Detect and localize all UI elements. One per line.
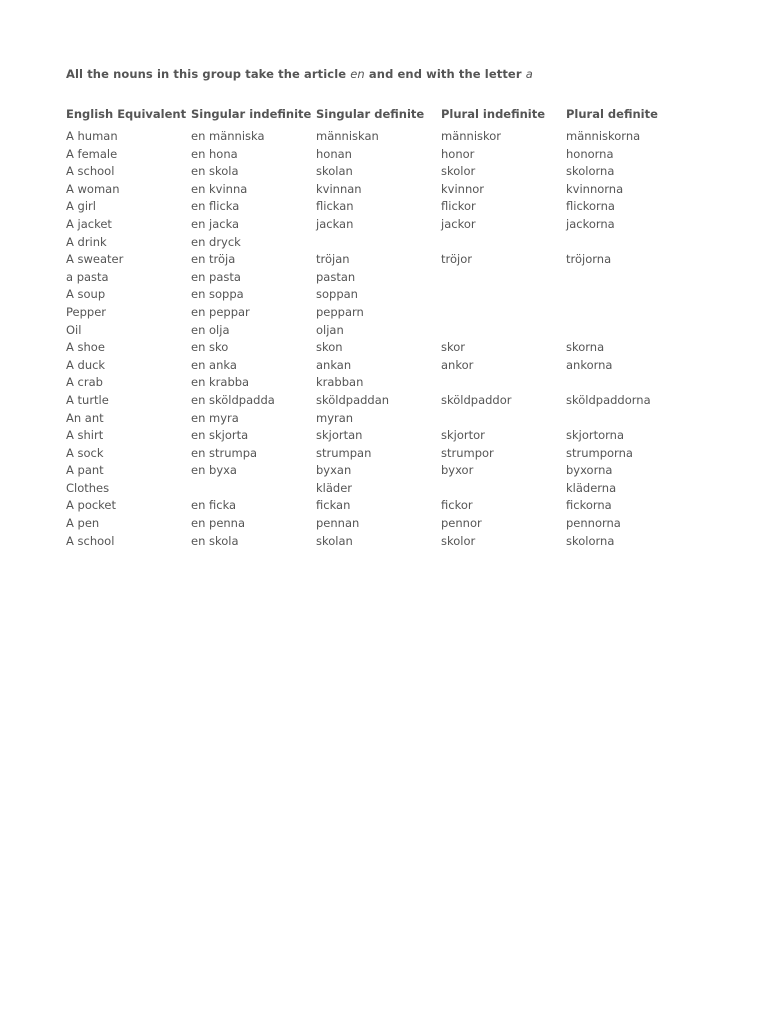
cell-english-equivalent: A school: [66, 164, 115, 179]
column-header-singular-indefinite: Singular indefinite: [191, 107, 312, 121]
column-header-plural-definite: Plural definite: [566, 107, 658, 121]
cell-english-equivalent: Pepper: [66, 304, 107, 319]
cell-plural-definite: ankorna: [566, 357, 613, 372]
cell-english-equivalent: A crab: [66, 375, 103, 390]
cell-singular-indefinite: en skjorta: [191, 428, 249, 443]
cell-singular-indefinite: en myra: [191, 410, 239, 425]
cell-plural-definite: jackorna: [566, 216, 615, 231]
cell-singular-definite: strumpan: [316, 445, 372, 460]
cell-singular-indefinite: en penna: [191, 516, 246, 531]
cell-singular-indefinite: en soppa: [191, 287, 244, 302]
cell-plural-indefinite: [441, 234, 566, 252]
cell-plural-definite: skolorna: [566, 164, 615, 179]
cell-singular-definite: ankan: [316, 357, 352, 372]
cell-plural-definite: [566, 269, 696, 287]
table-row: [66, 410, 696, 428]
cell-singular-indefinite: en sköldpadda: [191, 392, 275, 407]
cell-singular-indefinite: en dryck: [191, 234, 241, 249]
table-row: [66, 515, 696, 533]
header-row: [66, 106, 696, 123]
cell-singular-definite: fickan: [316, 498, 351, 513]
cell-singular-indefinite: en tröja: [191, 252, 236, 267]
cell-singular-indefinite: en jacka: [191, 216, 240, 231]
cell-plural-indefinite: honor: [441, 146, 475, 161]
cell-english-equivalent: A soup: [66, 287, 106, 302]
cell-singular-definite: skolan: [316, 164, 353, 179]
cell-plural-indefinite: skolor: [441, 164, 476, 179]
cell-singular-definite: honan: [316, 146, 352, 161]
cell-singular-definite: skon: [316, 340, 343, 355]
column-header-english-equivalent: English Equivalent: [66, 107, 187, 121]
cell-singular-indefinite: en olja: [191, 322, 230, 337]
cell-plural-definite: kvinnorna: [566, 181, 624, 196]
column-header-singular-definite: Singular definite: [316, 107, 425, 121]
noun-table-header: [66, 106, 696, 123]
cell-plural-indefinite: strumpor: [441, 445, 494, 460]
table-row: [66, 357, 696, 375]
cell-singular-definite: jackan: [316, 216, 354, 231]
table-row: [66, 216, 696, 234]
cell-plural-indefinite: [441, 410, 566, 428]
cell-plural-definite: fickorna: [566, 498, 612, 513]
cell-singular-indefinite: en skola: [191, 533, 239, 548]
cell-plural-definite: kläderna: [566, 480, 617, 495]
cell-english-equivalent: a pasta: [66, 269, 109, 284]
cell-singular-definite: pepparn: [316, 304, 364, 319]
cell-english-equivalent: A pant: [66, 463, 104, 478]
cell-plural-indefinite: ankor: [441, 357, 474, 372]
cell-english-equivalent: Clothes: [66, 480, 110, 495]
cell-singular-definite: kvinnan: [316, 181, 362, 196]
cell-plural-definite: flickorna: [566, 199, 615, 214]
cell-english-equivalent: A drink: [66, 234, 107, 249]
cell-singular-definite: skjortan: [316, 428, 363, 443]
table-row: [66, 304, 696, 322]
cell-plural-indefinite: kvinnor: [441, 181, 485, 196]
cell-plural-definite: tröjorna: [566, 252, 612, 267]
table-row: [66, 286, 696, 304]
heading-article: en: [350, 67, 365, 81]
cell-plural-definite: byxorna: [566, 463, 613, 478]
cell-english-equivalent: A female: [66, 146, 118, 161]
table-row: [66, 198, 696, 216]
cell-singular-indefinite: en flicka: [191, 199, 240, 214]
cell-singular-definite: [316, 234, 441, 252]
cell-english-equivalent: A girl: [66, 199, 96, 214]
heading-letter: a: [525, 67, 533, 81]
cell-english-equivalent: A human: [66, 129, 118, 143]
cell-singular-definite: människan: [316, 129, 379, 143]
cell-plural-indefinite: människor: [441, 129, 502, 143]
cell-singular-definite: byxan: [316, 463, 352, 478]
cell-plural-definite: [566, 374, 696, 392]
cell-plural-definite: [566, 410, 696, 428]
table-row: [66, 339, 696, 357]
cell-english-equivalent: A shoe: [66, 340, 105, 355]
cell-plural-indefinite: [441, 304, 566, 322]
cell-plural-definite: skolorna: [566, 533, 615, 548]
cell-singular-definite: soppan: [316, 287, 358, 302]
cell-singular-definite: oljan: [316, 322, 344, 337]
cell-english-equivalent: A sock: [66, 445, 104, 460]
noun-table-body: [66, 123, 696, 550]
cell-english-equivalent: A duck: [66, 357, 106, 372]
cell-plural-definite: sköldpaddorna: [566, 392, 651, 407]
cell-english-equivalent: A sweater: [66, 252, 124, 267]
cell-singular-definite: kläder: [316, 480, 353, 495]
cell-singular-definite: skolan: [316, 533, 353, 548]
cell-plural-indefinite: pennor: [441, 516, 482, 531]
table-row: [66, 146, 696, 164]
cell-plural-definite: honorna: [566, 146, 614, 161]
table-row: [66, 128, 696, 146]
heading-text-start: All the nouns in this group take the article: [66, 67, 351, 81]
cell-english-equivalent: A pocket: [66, 498, 117, 513]
table-row: [66, 462, 696, 480]
table-row: [66, 181, 696, 199]
cell-singular-definite: tröjan: [316, 252, 350, 267]
table-row: [66, 374, 696, 392]
cell-plural-definite: [566, 286, 696, 304]
cell-plural-definite: pennorna: [566, 516, 621, 531]
cell-english-equivalent: A pen: [66, 516, 100, 531]
cell-singular-indefinite: en byxa: [191, 463, 237, 478]
cell-singular-indefinite: en skola: [191, 164, 239, 179]
cell-singular-indefinite: [191, 480, 316, 498]
cell-english-equivalent: A school: [66, 533, 115, 548]
cell-singular-indefinite: en strumpa: [191, 445, 258, 460]
cell-plural-indefinite: fickor: [441, 498, 473, 513]
cell-singular-definite: krabban: [316, 375, 364, 390]
cell-plural-indefinite: sköldpaddor: [441, 392, 512, 407]
cell-plural-definite: strumporna: [566, 445, 633, 460]
heading-text-middle: and end with the letter: [364, 67, 526, 81]
cell-singular-indefinite: en peppar: [191, 304, 250, 319]
cell-plural-indefinite: [441, 480, 566, 498]
cell-singular-definite: myran: [316, 410, 354, 425]
cell-singular-definite: flickan: [316, 199, 354, 214]
cell-plural-definite: [566, 234, 696, 252]
cell-plural-definite: människorna: [566, 129, 641, 143]
cell-plural-indefinite: byxor: [441, 463, 474, 478]
cell-english-equivalent: Oil: [66, 322, 82, 337]
column-header-plural-indefinite: Plural indefinite: [441, 107, 546, 121]
cell-plural-indefinite: tröjor: [441, 252, 472, 267]
cell-plural-definite: [566, 322, 696, 340]
table-row: [66, 392, 696, 410]
table-row: [66, 445, 696, 463]
cell-plural-definite: skorna: [566, 340, 605, 355]
table-row: [66, 163, 696, 181]
cell-plural-indefinite: [441, 269, 566, 287]
cell-singular-indefinite: en ficka: [191, 498, 237, 513]
table-row: [66, 533, 696, 551]
table-row: [66, 234, 696, 252]
cell-singular-indefinite: en människa: [191, 129, 265, 143]
cell-plural-indefinite: skjortor: [441, 428, 485, 443]
table-row: [66, 251, 696, 269]
cell-singular-indefinite: en hona: [191, 146, 238, 161]
cell-singular-indefinite: en pasta: [191, 269, 241, 284]
cell-plural-indefinite: skor: [441, 340, 466, 355]
cell-plural-indefinite: jackor: [441, 216, 476, 231]
cell-english-equivalent: A shirt: [66, 428, 104, 443]
cell-english-equivalent: A jacket: [66, 216, 112, 231]
cell-plural-definite: [566, 304, 696, 322]
cell-singular-definite: pennan: [316, 516, 360, 531]
cell-plural-indefinite: [441, 286, 566, 304]
noun-table: [66, 106, 696, 550]
page-heading: [66, 67, 533, 81]
cell-plural-indefinite: flickor: [441, 199, 476, 214]
cell-singular-indefinite: en kvinna: [191, 181, 248, 196]
cell-singular-indefinite: en anka: [191, 357, 237, 372]
table-row: [66, 497, 696, 515]
cell-singular-indefinite: en krabba: [191, 375, 250, 390]
cell-singular-definite: pastan: [316, 269, 356, 284]
cell-english-equivalent: A woman: [66, 181, 120, 196]
cell-english-equivalent: A turtle: [66, 392, 109, 407]
cell-singular-definite: sköldpaddan: [316, 392, 390, 407]
table-row: [66, 269, 696, 287]
cell-plural-indefinite: skolor: [441, 533, 476, 548]
cell-plural-indefinite: [441, 322, 566, 340]
table-row: [66, 427, 696, 445]
table-row: [66, 322, 696, 340]
table-row: [66, 480, 696, 498]
cell-plural-definite: skjortorna: [566, 428, 625, 443]
cell-singular-indefinite: en sko: [191, 340, 229, 355]
cell-english-equivalent: An ant: [66, 410, 104, 425]
cell-plural-indefinite: [441, 374, 566, 392]
